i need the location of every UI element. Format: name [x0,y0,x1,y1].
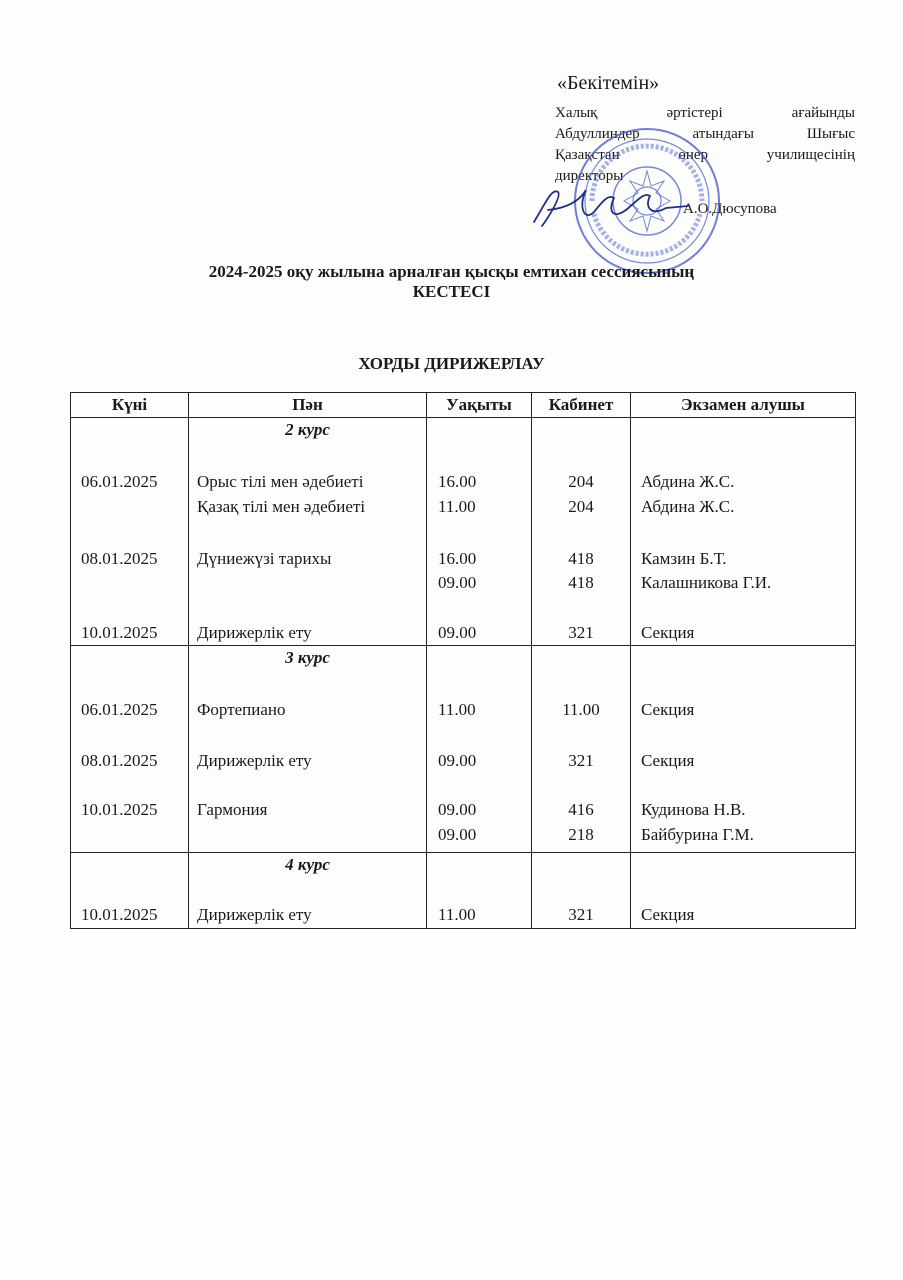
examiner-cell: Камзин Б.Т. [641,549,727,568]
room-cell: 416 [568,800,594,819]
subject-column [189,646,427,853]
approval-line: Абдуллиндер атындағы Шығыс [555,126,855,142]
exam-schedule-table [70,392,856,929]
room-cell: 418 [568,549,594,568]
table-header-row [71,393,856,418]
time-cell: 09.00 [438,800,477,819]
subject-cell: Дирижерлік ету [197,751,312,770]
room-cell: 321 [568,905,594,924]
subject-cell: Дирижерлік ету [197,905,312,924]
course-block-4 [71,853,856,929]
header-room: Кабинет [532,393,631,418]
room-column [532,646,631,853]
date-cell: 10.01.2025 [81,623,158,642]
heading-line-1: 2024-2025 оқу жылына арналған қысқы емтихан сессиясының [208,262,695,281]
date-column [71,418,189,646]
room-cell: 321 [568,751,594,770]
date-cell: 06.01.2025 [81,700,158,719]
date-cell: 08.01.2025 [81,549,158,568]
time-column [427,418,532,646]
specialty-title: ХОРДЫ ДИРИЖЕРЛАУ [358,354,545,373]
subject-column [189,853,427,929]
examiner-cell: Байбурина Г.М. [641,825,754,844]
approval-line: Қазақстан өнер училищесінің [555,147,855,163]
date-cell: 06.01.2025 [81,472,158,491]
examiner-cell: Кудинова Н.В. [641,800,746,819]
subject-cell: Дүниежүзі тарихы [197,549,332,568]
director-signature [528,182,693,232]
date-cell: 10.01.2025 [81,800,158,819]
course-block-3 [71,646,856,853]
time-cell: 09.00 [438,751,477,770]
examiner-cell: Калашникова Г.И. [641,573,772,592]
signatory-name: А.О.Дюсупова [683,201,777,217]
subject-cell: Орыс тілі мен әдебиеті [197,472,364,491]
room-cell: 11.00 [562,700,600,719]
date-cell: 10.01.2025 [81,905,158,924]
time-cell: 16.00 [438,472,477,491]
subject-cell: Дирижерлік ету [197,623,312,642]
time-cell: 09.00 [438,573,477,592]
room-cell: 204 [568,497,594,516]
approval-title: «Бекітемін» [557,72,660,94]
examiner-column [631,418,856,646]
room-cell: 204 [568,472,594,491]
time-cell: 11.00 [438,497,476,516]
room-column [532,853,631,929]
approval-line: директоры [555,168,624,184]
course-label: 3 курс [285,648,330,667]
course-label: 4 курс [285,855,330,874]
examiner-cell: Секция [641,623,695,642]
room-cell: 418 [568,573,594,592]
examiner-cell: Абдина Ж.С. [641,497,735,516]
subject-cell: Гармония [197,800,268,819]
header-examiner: Экзамен алушы [631,393,856,418]
subject-column [189,418,427,646]
time-cell: 16.00 [438,549,477,568]
document-heading [0,262,903,374]
header-date: Күні [71,393,189,418]
time-column [427,853,532,929]
heading-line-2: КЕСТЕСІ [412,282,491,301]
date-column [71,646,189,853]
time-cell: 09.00 [438,825,477,844]
examiner-cell: Абдина Ж.С. [641,472,735,491]
time-cell: 11.00 [438,700,476,719]
examiner-cell: Секция [641,905,695,924]
subject-cell: Фортепиано [197,700,286,719]
examiner-column [631,853,856,929]
room-cell: 321 [568,623,594,642]
examiner-column [631,646,856,853]
date-column [71,853,189,929]
time-column [427,646,532,853]
examiner-cell: Секция [641,700,695,719]
room-cell: 218 [568,825,594,844]
date-cell: 08.01.2025 [81,751,158,770]
course-label: 2 курс [285,420,330,439]
approval-line: Халық әртістері ағайынды [555,105,855,121]
course-block-2 [71,418,856,646]
header-time: Уақыты [427,393,532,418]
header-subject: Пән [189,393,427,418]
room-column [532,418,631,646]
time-cell: 11.00 [438,905,476,924]
time-cell: 09.00 [438,623,477,642]
examiner-cell: Секция [641,751,695,770]
subject-cell: Қазақ тілі мен әдебиеті [197,497,366,516]
